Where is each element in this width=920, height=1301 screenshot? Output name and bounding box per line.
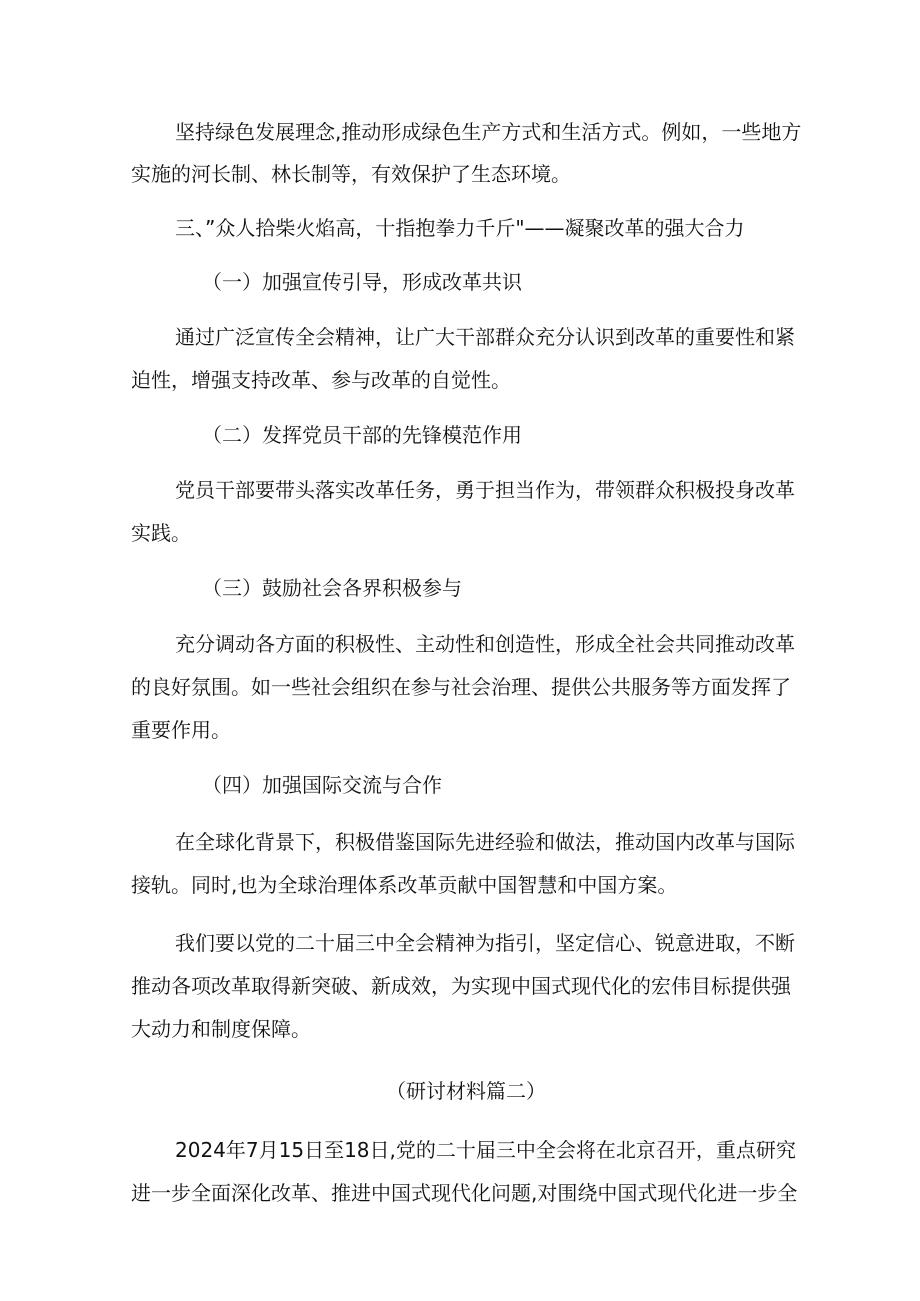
body-text-line: 实践。 <box>131 521 191 545</box>
body-text-line: 实施的河长制、林长制等，有效保护了生态环境。 <box>131 162 571 186</box>
body-text-line: 大动力和制度保障。 <box>131 1017 311 1041</box>
body-text-line: 迫性，增强支持改革、参与改革的自觉性。 <box>131 368 511 392</box>
section-heading: 三、”众人拾柴火焰高，十指抱拳力千斤"——凝聚改革的强大合力 <box>175 216 745 240</box>
subsection-heading: （三）鼓励社会各界积极参与 <box>202 576 462 600</box>
body-text-line: 的良好氛围。如一些社会组织在参与社会治理、提供公共服务等方面发挥了 <box>131 675 791 699</box>
body-text-line: 在全球化背景下，积极借鉴国际先进经验和做法，推动国内改革与国际 <box>175 830 795 854</box>
body-text-line: 推动各项改革取得新突破、新成效，为实现中国式现代化的宏伟目标提供强 <box>131 974 791 998</box>
body-text-line: 通过广泛宣传全会精神，让广大干部群众充分认识到改革的重要性和紧 <box>175 325 795 349</box>
body-text-line: 党员干部要带头落实改革任务，勇于担当作为，带领群众积极投身改革 <box>175 478 795 502</box>
subsection-heading: （一）加强宣传引导，形成改革共识 <box>202 270 522 294</box>
body-text-line: 重要作用。 <box>131 718 231 742</box>
body-text-line: 坚持绿色发展理念,推动形成绿色生产方式和生活方式。例如，一些地方 <box>175 120 802 144</box>
body-text-line: 充分调动各方面的积极性、主动性和创造性，形成全社会共同推动改革 <box>175 632 795 656</box>
body-text-line: 接轨。同时,也为全球治理体系改革贡献中国智慧和中国方案。 <box>131 873 678 897</box>
subsection-heading: （四）加强国际交流与合作 <box>202 773 442 797</box>
body-text-line: 进一步全面深化改革、推进中国式现代化问题,对围绕中国式现代化进一步全 <box>131 1181 798 1205</box>
subsection-heading: （二）发挥党员干部的先锋模范作用 <box>202 423 522 447</box>
centered-title: （研讨材料篇二） <box>386 1079 546 1103</box>
body-text-line: 2024年7月15日至18日,党的二十届三中全会将在北京召开，重点研究 <box>175 1138 796 1162</box>
body-text-line: 我们要以党的二十届三中全会精神为指引，坚定信心、锐意进取，不断 <box>175 931 795 955</box>
